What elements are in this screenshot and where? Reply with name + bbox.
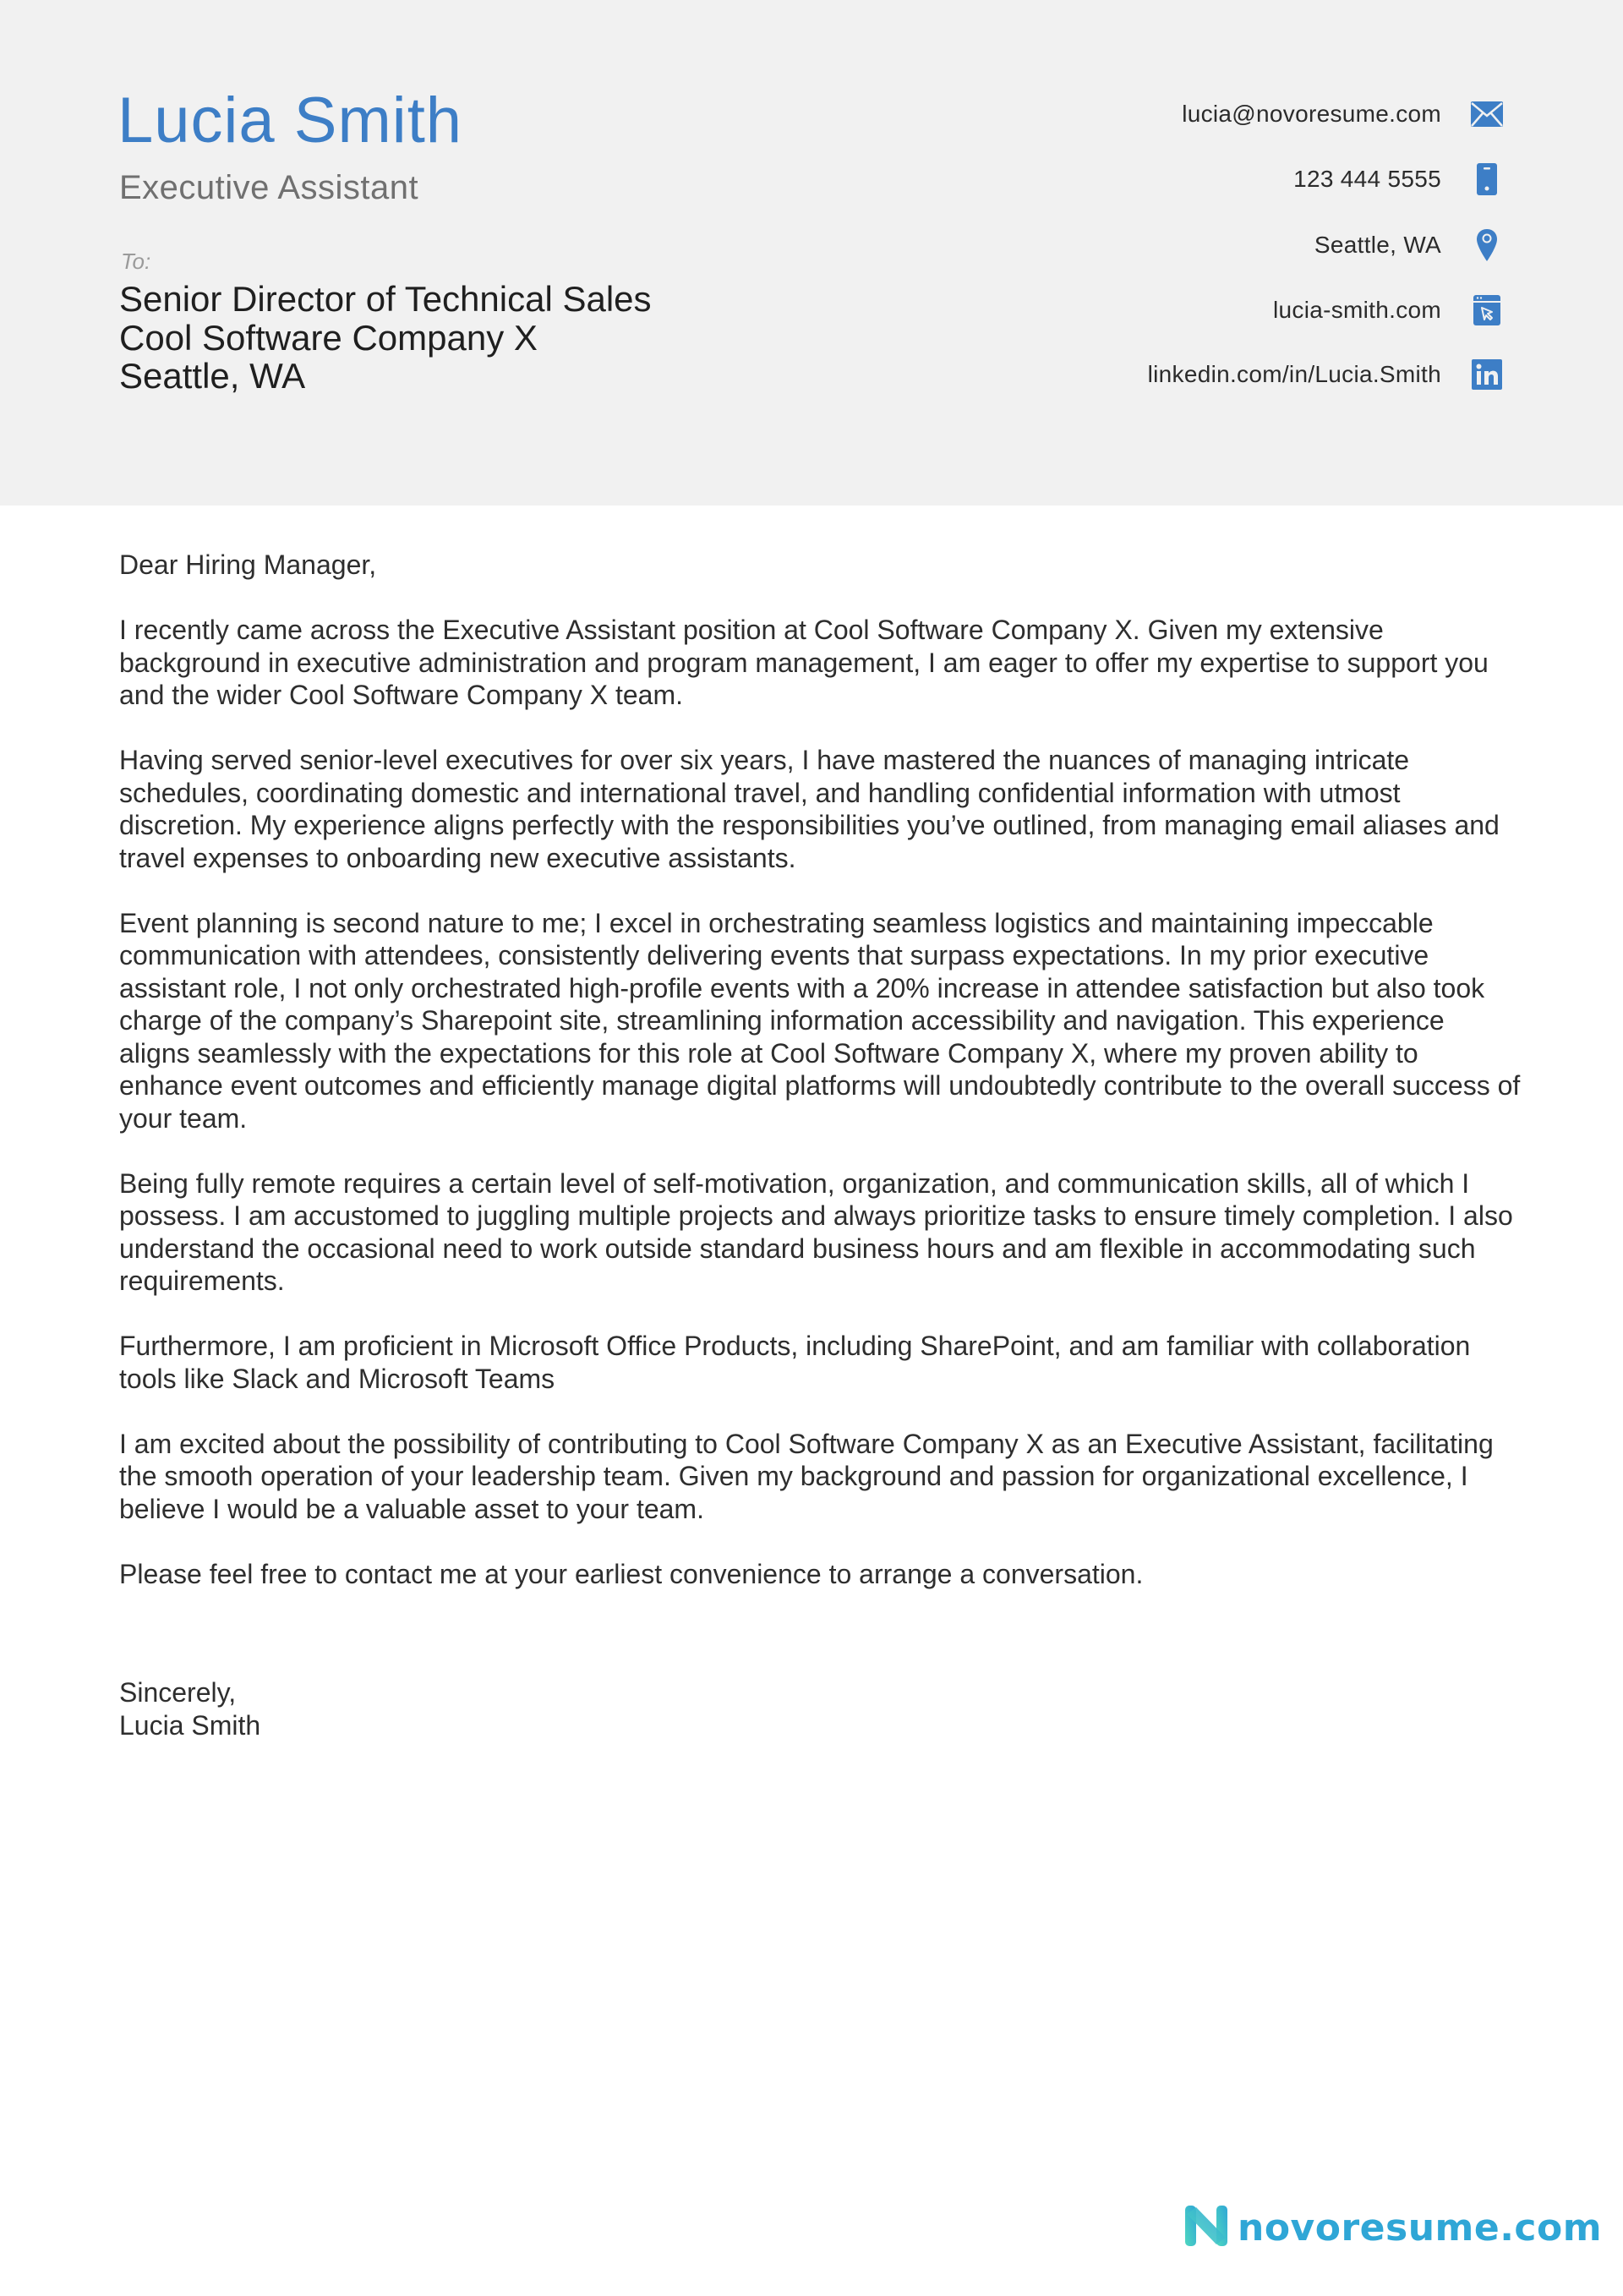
paragraph-2: Having served senior-level executives for over six years, I have mastered the nuances of managing intricate schedules, coordinating domestic and international travel, and handling confidential information with utmost discretion. My experience aligns perfectly with the responsibilities you’ve outlined, from managing email aliases and travel expenses to onboarding new executive assistants.	[119, 745, 1500, 873]
paragraph-5: Furthermore, I am proficient in Microsoft Office Products, including SharePoint, and am familiar with collaboration tools like Slack and Microsoft Teams	[119, 1331, 1471, 1394]
recipient-block	[119, 280, 652, 396]
paragraph-7: Please feel free to contact me at your earliest convenience to arrange a conversation.	[119, 1558, 1144, 1589]
contact-email[interactable]	[1182, 97, 1441, 131]
novoresume-n-icon	[1183, 2204, 1229, 2252]
paragraph-1: I recently came across the Executive Assistant position at Cool Software Company X. Given my extensive background in executive administration and program management, I am eager to offer my expertise to support you and the wider Cool Software Company X team.	[119, 615, 1489, 710]
recipient-location: Seattle, WA	[119, 356, 306, 396]
email-icon	[1470, 97, 1504, 131]
contact-email-text[interactable]: lucia@novoresume.com	[1182, 101, 1441, 127]
to-label: To:	[121, 249, 151, 274]
letter-body	[119, 549, 1522, 1623]
paragraph-4: Being fully remote requires a certain level of self-motivation, organization, and communication skills, all of which I possess. I am accustomed to juggling multiple projects and always prioritize tasks to ensure timely completion. I also understand the occasional need to work outside standard business hours and am flexible in accommodating such requirements.	[119, 1167, 1513, 1296]
contact-location	[1314, 228, 1441, 262]
recipient-company: Cool Software Company X	[119, 317, 538, 358]
closing: Sincerely,	[119, 1677, 237, 1708]
contact-website-text[interactable]: lucia-smith.com	[1273, 297, 1441, 323]
contact-phone[interactable]	[1293, 162, 1441, 196]
signature: Lucia Smith	[119, 1709, 261, 1741]
contact-phone-text[interactable]: 123 444 5555	[1293, 166, 1441, 192]
contact-website[interactable]	[1273, 293, 1441, 327]
contact-linkedin[interactable]	[1148, 358, 1441, 391]
location-icon	[1470, 228, 1504, 262]
linkedin-icon	[1470, 358, 1504, 391]
website-icon	[1470, 293, 1504, 327]
applicant-name: Lucia Smith	[117, 85, 463, 156]
signoff-block	[119, 1676, 260, 1741]
paragraph-6: I am excited about the possibility of contributing to Cool Software Company X as an Executive Assistant, facilitating the smooth operation of your leadership team. Given my background and passion for organizational excellence, I believe I would be a valuable asset to your team.	[119, 1428, 1494, 1524]
recipient-position: Senior Director of Technical Sales	[119, 279, 652, 319]
applicant-title: Executive Assistant	[119, 169, 419, 206]
contact-list	[778, 0, 1623, 506]
phone-icon	[1470, 162, 1504, 196]
paragraph-3: Event planning is second nature to me; I excel in orchestrating seamless logistics and maintaining impeccable communication with attendees, consistently delivering events that surpass expectations. In my prior executive assistant role, I not only orchestrated high-profile events with a 20% increase in attendee satisfaction but also took charge of the company’s Sharepoint site, streamlining information accessibility and navigation. This experience aligns seamlessly with the expectations for this role at Cool Software Company X, where my proven ability to enhance event outcomes and efficiently manage digital platforms will undoubtedly contribute to the overall success of your team.	[119, 907, 1521, 1134]
contact-linkedin-text[interactable]: linkedin.com/in/Lucia.Smith	[1147, 361, 1441, 387]
contact-location-text: Seattle, WA	[1314, 232, 1441, 258]
novoresume-logo[interactable]	[1183, 2204, 1602, 2251]
greeting: Dear Hiring Manager,	[119, 549, 377, 580]
logo-text: novoresume.com	[1238, 2206, 1603, 2250]
